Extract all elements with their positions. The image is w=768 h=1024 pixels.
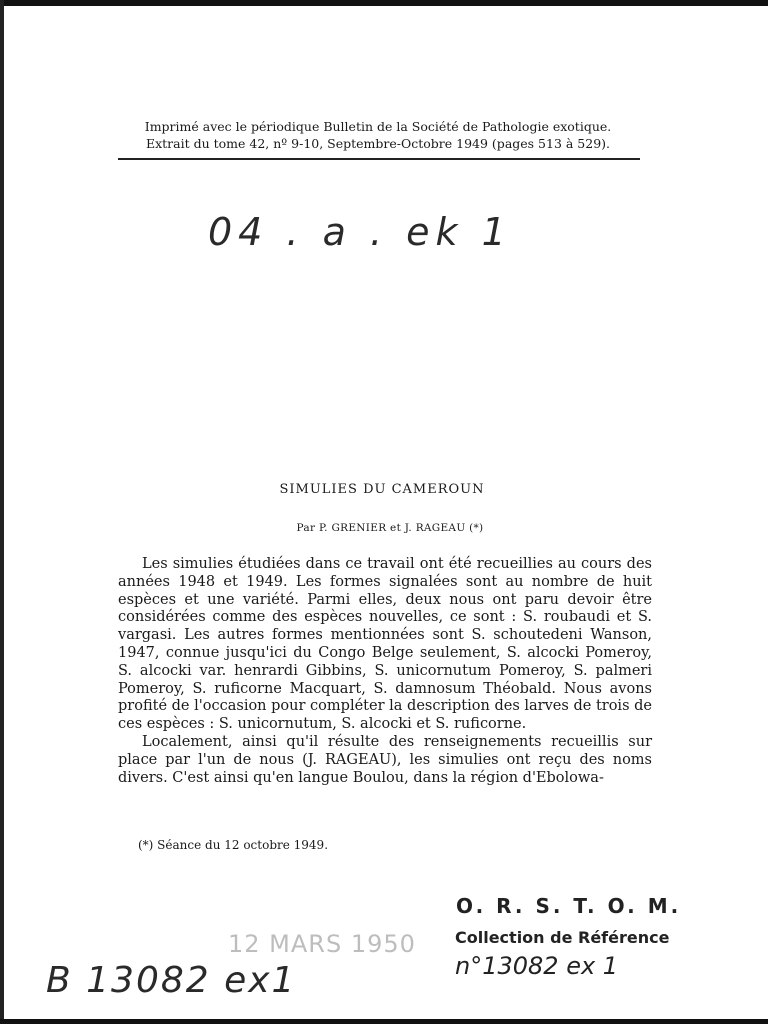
article-authors: Par P. GRENIER et J. RAGEAU (*)	[296, 522, 484, 534]
orstom-stamp: O. R. S. T. O. M.	[456, 894, 682, 918]
reference-number: n°13082 ex 1	[455, 952, 619, 980]
imprint-header	[112, 118, 644, 152]
header-rule	[118, 158, 640, 160]
page-edge-top	[0, 0, 768, 6]
article-title: SIMULIES DU CAMEROUN	[279, 482, 485, 497]
article-body	[118, 556, 652, 787]
imprint-line-2: Extrait du tome 42, nº 9-10, Septembre-Octobre 1949 (pages 513 à 529).	[145, 136, 611, 151]
paragraph-2: Localement, ainsi qu'il résulte des renseignements recueillis sur place par l'un de nous (J. RAGEAU), les simulies ont reçu des noms divers. C'est ainsi qu'en langue Boulou, dans la région d'Ebolowa-	[118, 733, 652, 786]
page-edge-bottom	[0, 1019, 768, 1024]
paragraph-1: Les simulies étudiées dans ce travail ont été recueillies au cours des années 1948 et 1949. Les formes signalées sont au nombre de huit espèces et une variété. Parmi elles, deux nous ont paru devoir être considérées comme des espèces nouvelles, ce sont : S. roubaudi et S. vargasi. Les autres formes mentionnées sont S. schoutedeni Wanson, 1947, connue jusqu'ici du Congo Belge seulement, S. alcocki Pomeroy, S. alcocki var. henrardi Gibbins, S. unicornutum Pomeroy, S. palmeri Pomeroy, S. ruficorne Macquart, S. damnosum Théobald. Nous avons profité de l'occasion pour compléter la description des larves de trois de ces espèces : S. unicornutum, S. alcocki et S. ruficorne.	[118, 556, 652, 733]
handwritten-code: 04 . a . ek 1	[208, 210, 512, 254]
page-edge-left	[0, 0, 4, 1024]
imprint-line-1: Imprimé avec le périodique Bulletin de la Société de Pathologie exotique.	[144, 119, 612, 134]
collection-stamp: Collection de Référence	[455, 928, 670, 947]
footnote: (*) Séance du 12 octobre 1949.	[138, 838, 329, 852]
date-stamp: 12 MARS 1950	[228, 930, 416, 958]
handwritten-catalog-number: B 13082 ex1	[46, 960, 297, 1001]
